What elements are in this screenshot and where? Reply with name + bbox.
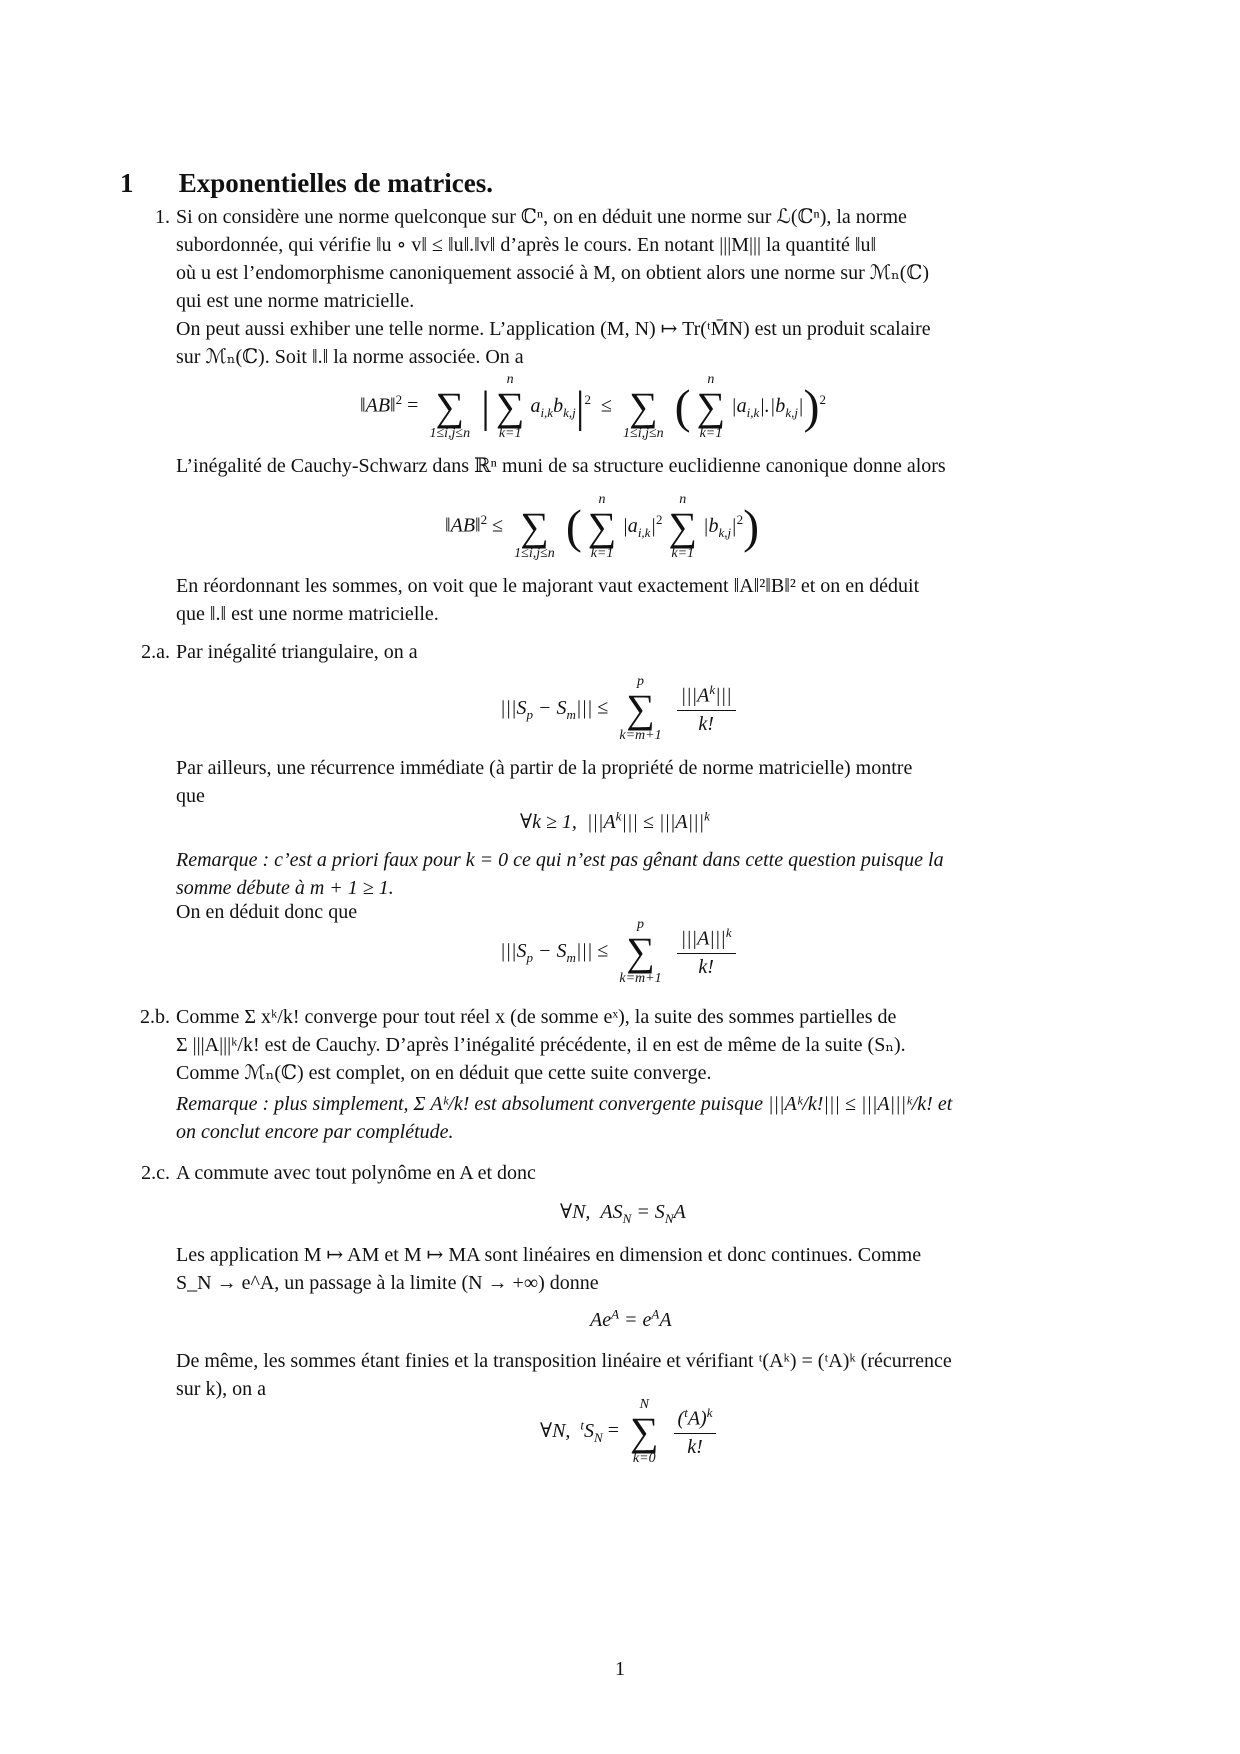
equation-2a-cauchy-bound: $|||S_p - S_m|||$ ≤ p ∑ k=m+1 $\frac{|||A|||^k}{k!}$: [500, 918, 740, 986]
item-2b-remark: [176, 1090, 1118, 1146]
page-number: 1: [615, 1658, 625, 1680]
text-line: somme débute à m + 1 ≥ 1.: [176, 877, 394, 899]
section-title: Exponentielles de matrices.: [178, 168, 493, 198]
item-label-2c: 2.c.: [141, 1162, 170, 1184]
text-line: où u est l’endomorphisme canoniquement associé à M, on obtient alors une norme sur ℳₙ(ℂ): [176, 262, 930, 284]
text-line: sur ℳₙ(ℂ). Soit ‖.‖ la norme associée. On a: [176, 346, 524, 368]
equation-2c-limit: $Ae^A = e^AA$: [590, 1306, 672, 1331]
section-number: 1: [120, 168, 134, 198]
text-line: A commute avec tout polynôme en A et donc: [176, 1162, 536, 1184]
text-line: L’inégalité de Cauchy-Schwarz dans ℝⁿ muni de sa structure euclidienne canonique donne alors: [176, 455, 946, 477]
equation-2a-power-bound: ∀k ≥ 1, $|||A^k||| \le |||A|||^k$: [520, 808, 710, 833]
text-line: Comme Σ xᵏ/k! converge pour tout réel x (de somme eˣ), la suite des sommes partielles de: [176, 1006, 897, 1028]
text-line: qui est une norme matricielle.: [176, 290, 415, 312]
text-line: S_N → e^A, un passage à la limite (N → +∞) donne: [176, 1272, 599, 1294]
text-line: Les application M ↦ AM et M ↦ MA sont linéaires en dimension et donc continues. Comme: [176, 1244, 922, 1266]
text-line: on conclut encore par complétude.: [176, 1121, 454, 1143]
text-line: Comme ℳₙ(ℂ) est complet, on en déduit que cette suite converge.: [176, 1062, 712, 1084]
text-line: En réordonnant les sommes, on voit que le majorant vaut exactement ‖A‖²‖B‖² et on en déduit: [176, 575, 920, 597]
item-2a-remark: [176, 846, 1118, 902]
text-line: Par inégalité triangulaire, on a: [176, 641, 418, 663]
equation-2c-transpose-sum: ∀N, $^tS_N$ = N ∑ k=0 $\frac{(^tA)^k}{k!}$: [540, 1398, 720, 1466]
equation-2a-triangle: $|||S_p - S_m|||$ ≤ p ∑ k=m+1 $\frac{|||A^k|||}{k!}$: [500, 675, 740, 743]
item-2a-intro: [176, 638, 1118, 666]
text-line: Si on considère une norme quelconque sur ℂⁿ, on en déduit une norme sur ℒ(ℂⁿ), la norme: [176, 206, 907, 228]
item-2c-continuity: [176, 1241, 1118, 1297]
item-2a-recurrence: [176, 754, 1118, 810]
text-line: Remarque : c’est a priori faux pour k = 0 ce qui n’est pas gênant dans cette question puisque la: [176, 849, 944, 871]
text-line: que: [176, 785, 205, 807]
item-label-2a: 2.a.: [141, 641, 170, 663]
item-label-1: 1.: [155, 206, 170, 228]
item-2b-paragraph: [176, 1003, 1118, 1087]
text-line: On peut aussi exhiber une telle norme. L’application (M, N) ↦ Tr(ᵗM̄N) est un produit scalaire: [176, 318, 931, 340]
text-line: que ‖.‖ est une norme matricielle.: [176, 603, 439, 625]
item-2c-intro: [176, 1159, 1118, 1187]
item-1-conclusion: [176, 572, 1118, 628]
text-line: De même, les sommes étant finies et la transposition linéaire et vérifiant ᵗ(Aᵏ) = (ᵗA)ᵏ (récurrence: [176, 1350, 952, 1372]
text-line: Par ailleurs, une récurrence immédiate (à partir de la propriété de norme matricielle) montre: [176, 757, 913, 779]
equation-q1-cauchy-schwarz: ‖AB‖$^2$ ≤ ∑ 1≤i,j≤n ( n ∑ k=1 $|a_{i,k}|^2$ n ∑ k=1 $|b_{k,j}|^2$): [445, 492, 760, 561]
text-line: subordonnée, qui vérifie ‖u ∘ v‖ ≤ ‖u‖.‖v‖ d’après le cours. En notant |||M||| la quantité ‖u‖: [176, 234, 877, 256]
equation-2c-commute: ∀N, $AS_N = S_NA$: [560, 1201, 686, 1226]
text-line: sur k), on a: [176, 1378, 266, 1400]
item-label-2b: 2.b.: [140, 1006, 170, 1028]
item-1-paragraph: [176, 203, 1118, 371]
section-heading: [120, 168, 493, 199]
text-line: Σ |||A|||ᵏ/k! est de Cauchy. D’après l’inégalité précédente, il en est de même de la suite (Sₙ).: [176, 1034, 906, 1056]
text-line: On en déduit donc que: [176, 901, 358, 923]
item-1-cauchy-schwarz-line: [176, 452, 1118, 480]
item-2c-transpose: [176, 1347, 1118, 1403]
text-line: Remarque : plus simplement, Σ Aᵏ/k! est absolument convergente puisque |||Aᵏ/k!||| ≤ |||A|||ᵏ/k! et: [176, 1093, 953, 1115]
equation-q1-norm-expansion: ‖AB‖$^2$ = ∑ 1≤i,j≤n | n ∑ k=1 $a_{i,k}b_{k,j}|^2$ ≤ ∑ 1≤i,j≤n ( n ∑ k=1 $|a_{i,k}|.|b_{k,j}|)^2$: [360, 372, 826, 441]
